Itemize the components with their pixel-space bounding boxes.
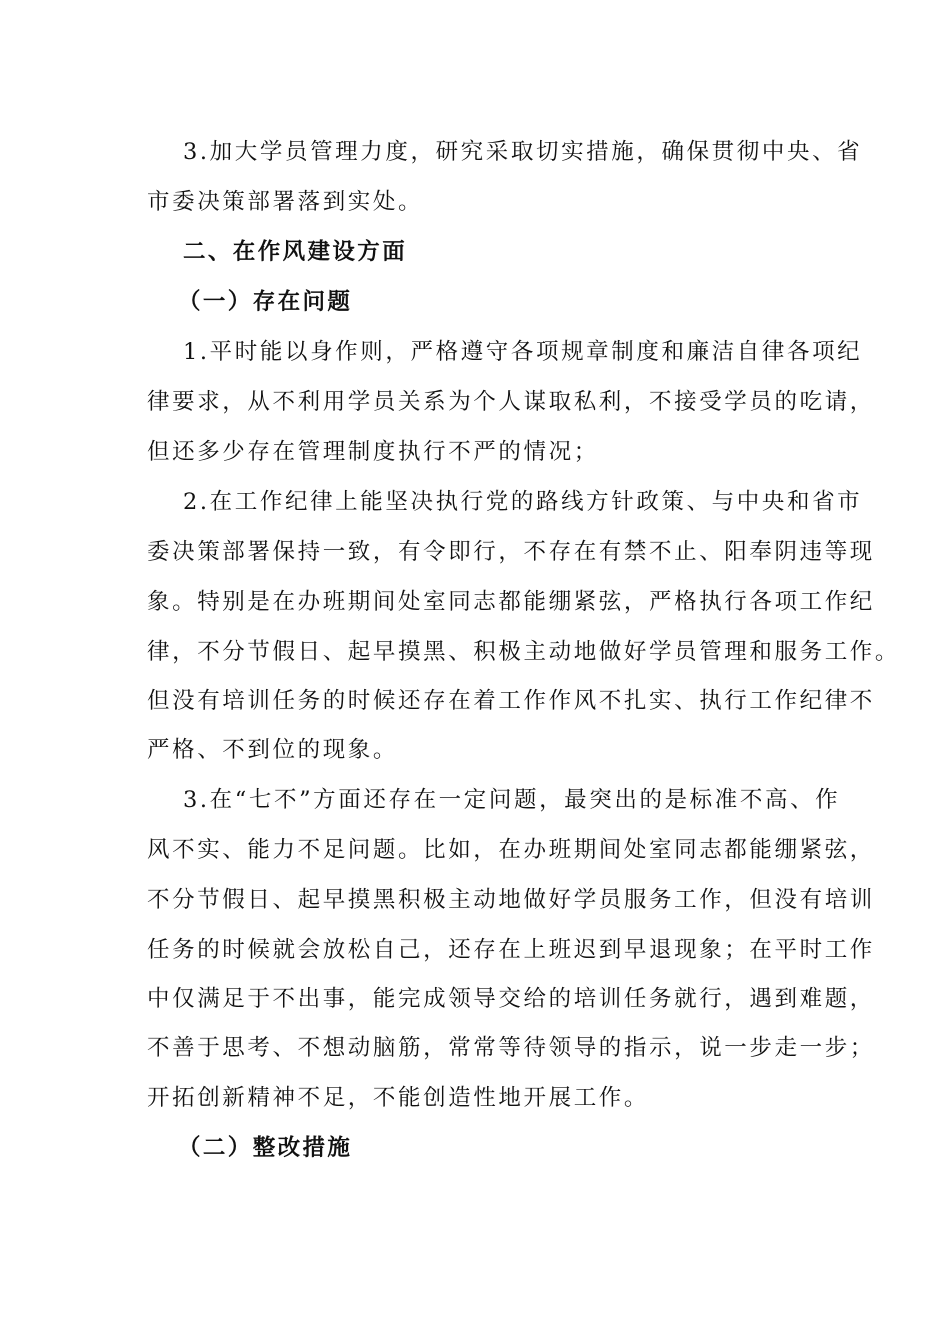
paragraph-line: 不善于思考、不想动脑筋，常常等待领导的指示，说一步走一步； (147, 1035, 875, 1061)
paragraph-line: 2.在工作纪律上能坚决执行党的路线方针政策、与中央和省市 (183, 489, 863, 515)
paragraph-line: 风不实、能力不足问题。比如，在办班期间处室同志都能绷紧弦， (147, 837, 875, 863)
paragraph-line: 委决策部署保持一致，有令即行，不存在有禁不止、阳奉阴违等现 (147, 539, 875, 565)
paragraph-line: 但没有培训任务的时候还存在着工作作风不扎实、执行工作纪律不 (147, 688, 875, 714)
section-heading: 二、在作风建设方面 (183, 239, 408, 265)
paragraph-line: 3.在“七不”方面还存在一定问题，最突出的是标准不高、作 (183, 787, 841, 813)
paragraph-line: 律，不分节假日、起早摸黑、积极主动地做好学员管理和服务工作。 (147, 639, 901, 665)
paragraph-line: 3.加大学员管理力度，研究采取切实措施，确保贯彻中央、省 (183, 139, 863, 165)
paragraph-line: 任务的时候就会放松自己，还存在上班迟到早退现象；在平时工作 (147, 937, 875, 963)
paragraph-line: 不分节假日、起早摸黑积极主动地做好学员服务工作，但没有培训 (147, 887, 875, 913)
paragraph-line: 市委决策部署落到实处。 (147, 189, 424, 215)
subsection-heading: （二）整改措施 (178, 1135, 353, 1161)
paragraph-line: 但还多少存在管理制度执行不严的情况； (147, 439, 599, 465)
paragraph-line: 1.平时能以身作则，严格遵守各项规章制度和廉洁自律各项纪 (183, 339, 863, 365)
paragraph-line: 中仅满足于不出事，能完成领导交给的培训任务就行，遇到难题， (147, 986, 875, 1012)
paragraph-line: 律要求，从不利用学员关系为个人谋取私利，不接受学员的吃请， (147, 389, 875, 415)
paragraph-line: 开拓创新精神不足，不能创造性地开展工作。 (147, 1085, 650, 1111)
paragraph-line: 象。特别是在办班期间处室同志都能绷紧弦，严格执行各项工作纪 (147, 589, 875, 615)
subsection-heading: （一）存在问题 (178, 289, 353, 315)
paragraph-line: 严格、不到位的现象。 (147, 737, 399, 763)
